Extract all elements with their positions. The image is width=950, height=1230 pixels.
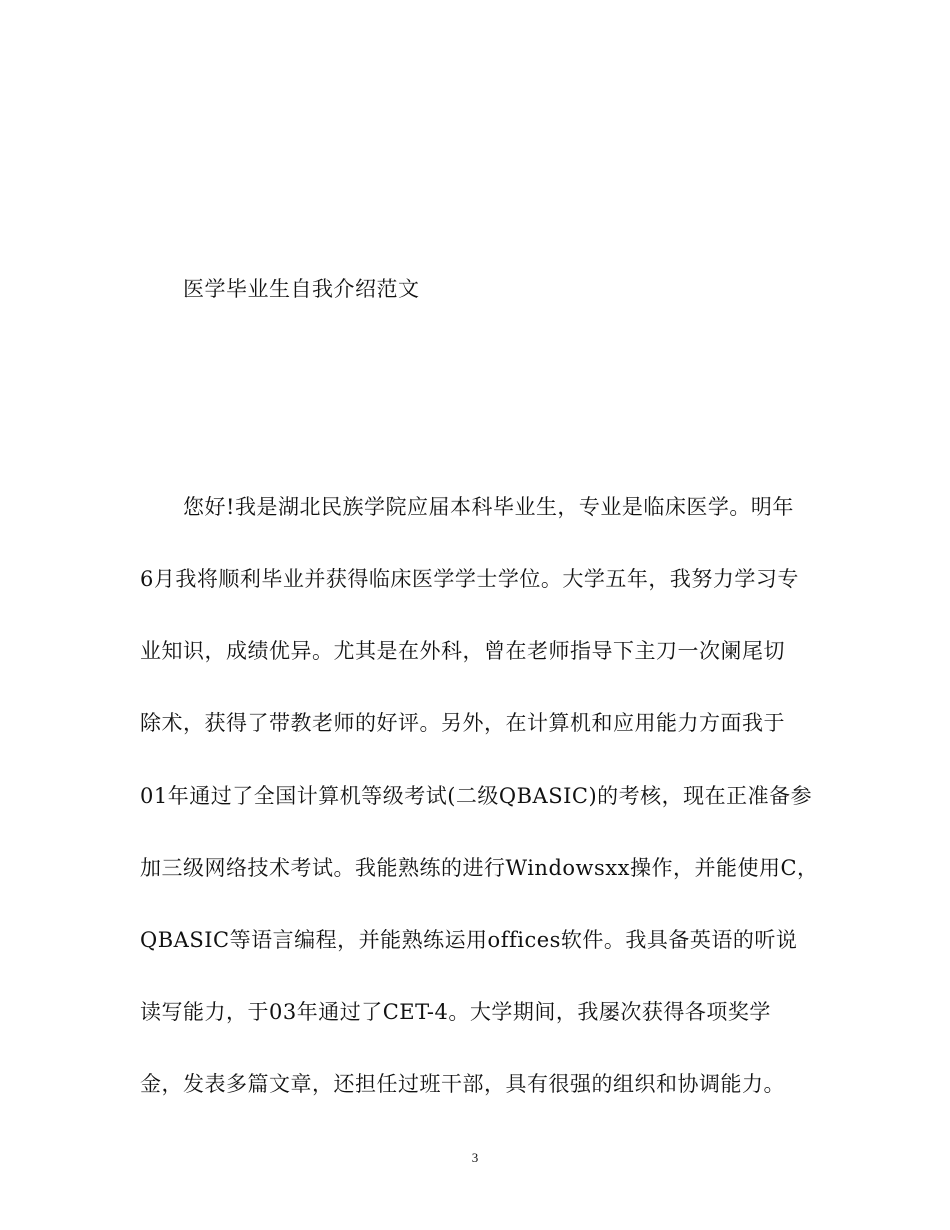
body-line-4: 除术，获得了带教老师的好评。另外，在计算机和应用能力方面我于: [140, 711, 785, 735]
page-number: 3: [471, 1150, 479, 1165]
body-line-8: 读写能力，于03年通过了CET-4。大学期间，我屡次获得各项奖学: [140, 1000, 771, 1024]
body-line-5: 01年通过了全国计算机等级考试(二级QBASIC)的考核，现在正准备参: [140, 784, 813, 808]
body-line-7: QBASIC等语言编程，并能熟练运用offices软件。我具备英语的听说: [140, 928, 798, 952]
body-line-2: 6月我将顺利毕业并获得临床医学学士学位。大学五年，我努力学习专: [140, 567, 799, 591]
body-line-3: 业知识，成绩优异。尤其是在外科，曾在老师指导下主刀一次阑尾切: [140, 639, 785, 663]
document-title: 医学毕业生自我介绍范文: [183, 277, 420, 301]
body-line-9: 金，发表多篇文章，还担任过班干部，具有很强的组织和协调能力。: [140, 1072, 785, 1096]
body-line-6: 加三级网络技术考试。我能熟练的进行Windowsxx操作，并能使用C，: [140, 856, 819, 880]
body-line-1: 您好!我是湖北民族学院应届本科毕业生，专业是临床医学。明年: [183, 495, 794, 519]
